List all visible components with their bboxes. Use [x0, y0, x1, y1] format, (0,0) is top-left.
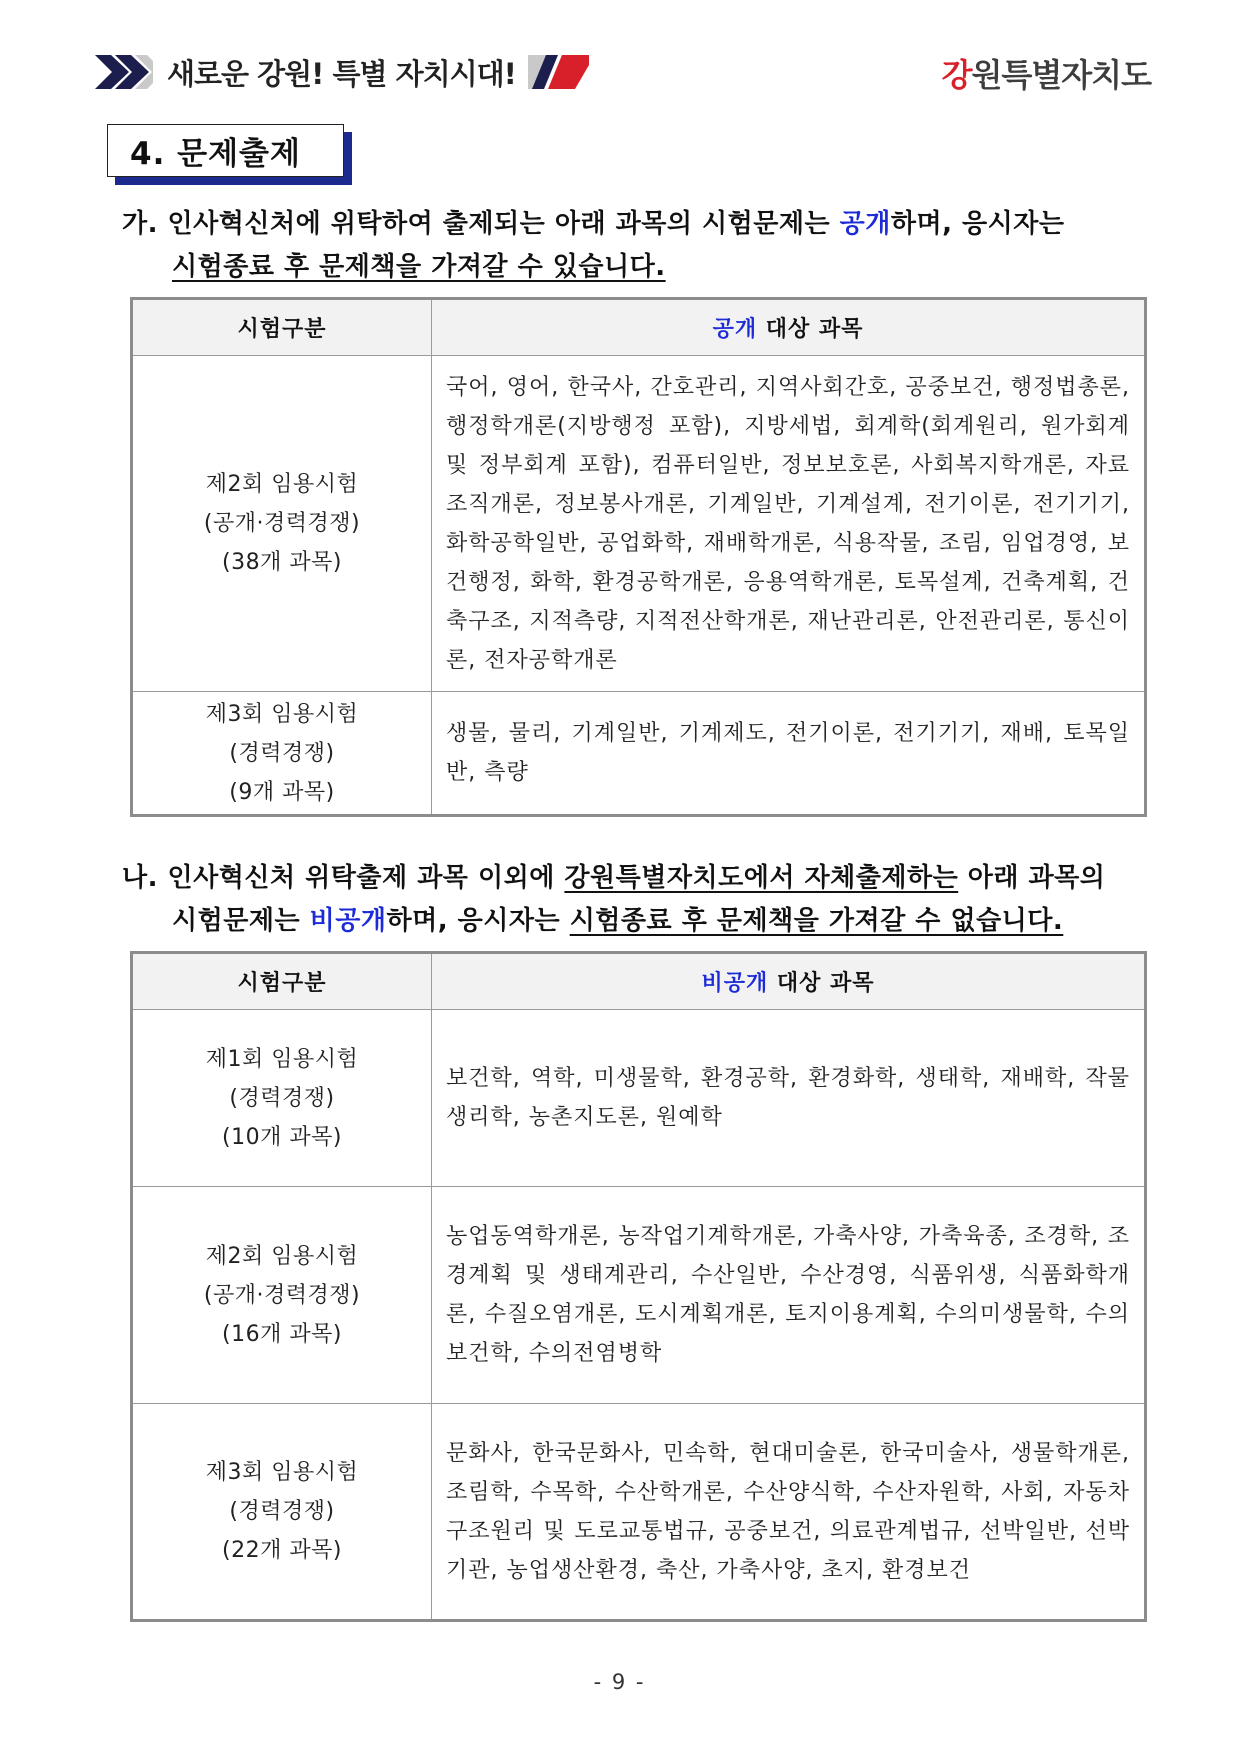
- header-slogan-group: [95, 52, 589, 92]
- brand-logo: 강원특별자치도: [941, 56, 1151, 94]
- exam-cell: 제2회 임용시험 (공개·경력경쟁) (16개 과목): [132, 1187, 432, 1404]
- exam-cell: 제3회 임용시험 (경력경쟁) (22개 과목): [132, 1404, 432, 1621]
- table-row: [132, 1187, 1146, 1404]
- subjects-cell: 생물, 물리, 기계일반, 기계제도, 전기이론, 전기기기, 재배, 토목일반, 측량: [432, 692, 1146, 816]
- stripe-logo-right-icon: [528, 55, 589, 89]
- table-header-row: [132, 299, 1146, 356]
- subjects-cell: 문화사, 한국문화사, 민속학, 현대미술론, 한국미술사, 생물학개론, 조림학, 수목학, 수산학개론, 수산양식학, 수산자원학, 사회, 자동차구조원리 및 도로교통법규, 공중보건, 의료관계법규, 선박일반, 선박기관, 농업생산환경, 축산, 가축사양, 초지, 환경보건: [432, 1404, 1146, 1621]
- paragraph-public-line2: 시험종료 후 문제책을 가져갈 수 있습니다.: [172, 252, 666, 282]
- paragraph-private: [122, 857, 1147, 943]
- stripe-logo-left-icon: [95, 55, 153, 89]
- subjects-cell: 농업동역학개론, 농작업기계학개론, 가축사양, 가축육종, 조경학, 조경계획 및 생태계관리, 수산일반, 수산경영, 식품위생, 식품화학개론, 수질오염개론, 도시계획개론, 토지이용계획, 수의미생물학, 수의보건학, 수의전염병학: [432, 1187, 1146, 1404]
- column-header-subjects: 비공개 대상 과목: [432, 953, 1146, 1010]
- exam-cell: 제2회 임용시험 (공개·경력경쟁) (38개 과목): [132, 356, 432, 692]
- subjects-cell: 보건학, 역학, 미생물학, 환경공학, 환경화학, 생태학, 재배학, 작물생리학, 농촌지도론, 원예학: [432, 1010, 1146, 1187]
- private-subjects-table: [130, 951, 1147, 1622]
- paragraph-public: [122, 203, 1147, 289]
- column-header-subjects: 공개 대상 과목: [432, 299, 1146, 356]
- column-header-exam: 시험구분: [132, 299, 432, 356]
- public-subjects-table: [130, 297, 1147, 817]
- column-header-exam: 시험구분: [132, 953, 432, 1010]
- subjects-cell: 국어, 영어, 한국사, 간호관리, 지역사회간호, 공중보건, 행정법총론, 행정학개론(지방행정 포함), 지방세법, 회계학(회계원리, 원가회계 및 정부회계 포함), 컴퓨터일반, 정보보호론, 사회복지학개론, 자료조직개론, 정보봉사개론, 기계일반, 기계설계, 전기이론, 전기기기, 화학공학일반, 공업화학, 재배학개론, 식용작물, 조림, 임업경영, 보건행정, 화학, 환경공학개론, 응용역학개론, 토목설계, 건축계획, 건축구조, 지적측량, 지적전산학개론, 재난관리론, 안전관리론, 통신이론, 전자공학개론: [432, 356, 1146, 692]
- exam-cell: 제1회 임용시험 (경력경쟁) (10개 과목): [132, 1010, 432, 1187]
- header-slogan: 새로운 강원! 특별 자치시대!: [167, 56, 516, 91]
- table-row: [132, 1010, 1146, 1187]
- section-title: 4. 문제출제: [107, 124, 344, 177]
- exam-cell: 제3회 임용시험 (경력경쟁) (9개 과목): [132, 692, 432, 816]
- table-row: [132, 356, 1146, 692]
- table-header-row: [132, 953, 1146, 1010]
- table-row: [132, 1404, 1146, 1621]
- paragraph-public-line1: 가. 인사혁신처에 위탁하여 출제되는 아래 과목의 시험문제는 공개하며, 응시자는: [122, 209, 1065, 239]
- table-row: [132, 692, 1146, 816]
- paragraph-private-line2: 시험문제는 비공개하며, 응시자는 시험종료 후 문제책을 가져갈 수 없습니다.: [172, 906, 1064, 936]
- paragraph-private-line1: 나. 인사혁신처 위탁출제 과목 이외에 강원특별자치도에서 자체출제하는 아래 과목의: [122, 863, 1106, 893]
- page-number: - 9 -: [593, 1670, 646, 1694]
